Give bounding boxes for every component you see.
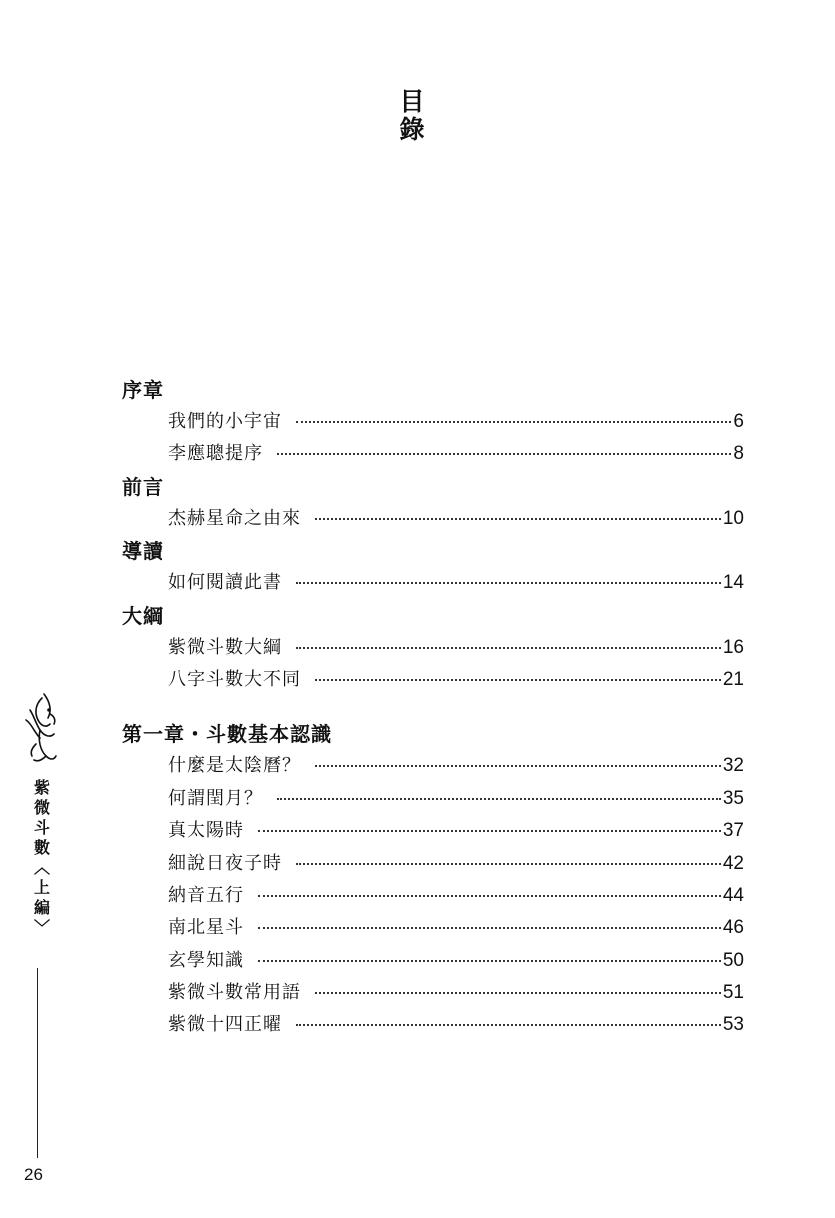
toc-entry-page: 50	[722, 949, 744, 971]
side-tab	[22, 690, 62, 938]
dot-leader	[315, 992, 721, 994]
toc-entry[interactable]	[122, 848, 744, 880]
book-title-char: 紫	[33, 778, 50, 797]
dot-leader	[258, 927, 721, 929]
toc-entry[interactable]	[122, 750, 744, 782]
toc-entry-page: 14	[722, 572, 744, 594]
book-title	[30, 778, 54, 938]
toc-entry[interactable]	[122, 945, 744, 977]
toc-entry-title: 玄學知識	[168, 949, 244, 971]
dot-leader	[315, 518, 721, 520]
toc-entry[interactable]	[122, 880, 744, 912]
toc-entry-title: 如何閱讀此書	[168, 572, 282, 594]
dot-leader	[296, 421, 731, 423]
toc-entry-page: 53	[722, 1014, 744, 1036]
toc-entry-page: 21	[722, 668, 744, 690]
toc-entry-page: 37	[722, 820, 744, 842]
toc-entry-title: 南北星斗	[168, 917, 244, 939]
toc-entry-page: 35	[722, 787, 744, 809]
toc-entry[interactable]	[122, 632, 744, 664]
toc-entry-title: 紫微斗數常用語	[168, 982, 301, 1004]
page-number: 26	[24, 1165, 43, 1184]
toc-entry[interactable]	[122, 664, 744, 696]
toc-entry[interactable]	[122, 815, 744, 847]
section-heading-foreword: 前言	[122, 474, 164, 499]
toc-entry-page: 16	[722, 636, 744, 658]
page-title-char-1: 目	[399, 87, 425, 116]
toc-entry-page: 44	[722, 884, 744, 906]
toc-entry-page: 32	[722, 755, 744, 777]
toc-entry-title: 紫微十四正曜	[168, 1014, 282, 1036]
toc-entry-title: 真太陽時	[168, 820, 244, 842]
section-heading-preface: 序章	[122, 378, 164, 402]
dot-leader	[258, 960, 721, 962]
toc-entry[interactable]	[122, 912, 744, 944]
section-heading-guide: 導讀	[122, 539, 164, 564]
toc-entry-page: 42	[722, 852, 744, 874]
table-of-contents	[122, 374, 744, 1042]
dot-leader	[277, 798, 721, 800]
toc-entry[interactable]	[122, 783, 744, 815]
dot-leader	[296, 582, 721, 584]
toc-entry-page: 51	[722, 982, 744, 1004]
toc-entry-title: 何謂閏月？	[168, 787, 263, 809]
dot-leader	[296, 863, 721, 865]
book-title-char: ﹀	[33, 918, 50, 937]
book-title-char: 數	[33, 838, 50, 857]
toc-entry-title: 李應聰提序	[168, 443, 263, 465]
side-divider-line	[37, 968, 38, 1158]
toc-entry-page: 8	[733, 443, 744, 465]
dot-leader	[277, 453, 731, 455]
toc-entry-title: 納音五行	[168, 884, 244, 906]
book-title-char: 斗	[33, 818, 50, 837]
phoenix-icon	[22, 690, 62, 770]
section-heading-chapter-1: 第一章・斗數基本認識	[122, 722, 332, 747]
toc-entry-title: 紫微斗數大綱	[168, 636, 282, 658]
dot-leader	[315, 679, 721, 681]
toc-entry-title: 杰赫星命之由來	[168, 507, 301, 529]
page-title	[395, 88, 429, 144]
dot-leader	[296, 1024, 721, 1026]
toc-entry[interactable]	[122, 406, 744, 438]
book-title-char: 編	[33, 898, 50, 917]
section-heading-outline: 大綱	[122, 603, 164, 628]
page-title-char-2: 錄	[399, 115, 425, 144]
book-title-char: 上	[33, 878, 50, 897]
toc-entry-page: 6	[733, 411, 744, 432]
toc-entry[interactable]	[122, 438, 744, 470]
dot-leader	[258, 830, 721, 832]
dot-leader	[258, 895, 721, 897]
toc-entry-title: 我們的小宇宙	[168, 411, 282, 432]
toc-entry-title: 什麼是太陰曆？	[168, 755, 301, 777]
toc-entry-title: 細說日夜子時	[168, 852, 282, 874]
toc-entry[interactable]	[122, 503, 744, 535]
dot-leader	[296, 647, 721, 649]
toc-entry-page: 46	[722, 917, 744, 939]
book-title-char: ︿	[33, 858, 50, 877]
toc-entry-page: 10	[722, 507, 744, 529]
dot-leader	[315, 765, 721, 767]
toc-entry-title: 八字斗數大不同	[168, 668, 301, 690]
toc-entry[interactable]	[122, 567, 744, 599]
book-title-char: 微	[33, 798, 50, 817]
toc-entry[interactable]	[122, 1009, 744, 1041]
toc-entry[interactable]	[122, 977, 744, 1009]
